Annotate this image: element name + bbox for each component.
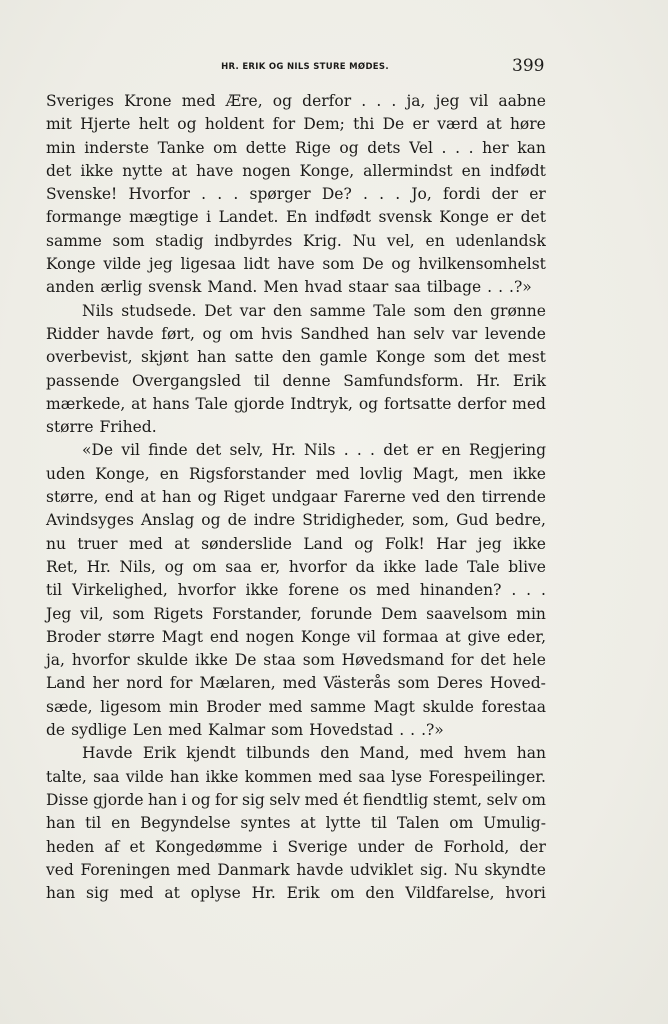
text-line: formange mægtige i Landet. En indfødt svensk Konge er det	[46, 208, 546, 227]
text-line: Jeg vil, som Rigets Forstander, forunde Dem saavelsom min	[46, 604, 546, 623]
text-line: større, end at han og Riget undgaar Farerne ved den tirrende	[46, 488, 546, 507]
text-line: Svenske! Hvorfor . . . spørger De? . . . Jo, fordi der er	[46, 185, 546, 204]
text-line: Avindsyges Anslag og de indre Stridigheder, som, Gud bedre,	[46, 511, 546, 530]
text-line: han sig med at oplyse Hr. Erik om den Vildfarelse, hvori	[46, 884, 546, 903]
text-line: anden ærlig svensk Mand. Men hvad staar saa tilbage . . .?»	[46, 278, 532, 297]
text-line: Havde Erik kjendt tilbunds den Mand, med hvem han	[82, 744, 546, 763]
text-line: min inderste Tanke om dette Rige og dets Vel . . . her kan	[46, 138, 546, 157]
text-line: Nils studsede. Det var den samme Tale som den grønne	[82, 301, 546, 320]
text-line: mit Hjerte helt og holdent for Dem; thi De er værd at høre	[46, 115, 546, 134]
text-line: samme som stadig indbyrdes Krig. Nu vel, en udenlandsk	[46, 231, 546, 250]
text-line: Ret, Hr. Nils, og om saa er, hvorfor da ikke lade Tale blive	[46, 557, 546, 576]
text-line: ved Foreningen med Danmark havde udviklet sig. Nu skyndte	[46, 860, 546, 879]
text-line: Ridder havde ført, og om hvis Sandhed han selv var levende	[46, 324, 546, 343]
text-line: talte, saa vilde han ikke kommen med saa lyse Forespeilinger.	[46, 767, 546, 786]
text-line: passende Overgangsled til denne Samfundsform. Hr. Erik	[46, 371, 546, 390]
text-line: heden af et Kongedømme i Sverige under de Forhold, der	[46, 837, 546, 856]
text-line: overbevist, skjønt han satte den gamle Konge som det mest	[46, 348, 546, 367]
text-line: han til en Begyndelse syntes at lytte til Talen om Umulig-	[46, 814, 546, 833]
running-header: HR. ERIK OG NILS STURE MØDES.	[221, 62, 389, 72]
body-text	[46, 90, 546, 905]
text-line: Land her nord for Mælaren, med Västerås som Deres Hoved-	[46, 674, 546, 693]
text-line: Sveriges Krone med Ære, og derfor . . . ja, jeg vil aabne	[46, 92, 546, 110]
page-number: 399	[512, 56, 545, 76]
text-line: til Virkelighed, hvorfor ikke forene os med hinanden? . . .	[46, 581, 546, 600]
text-line: sæde, ligesom min Broder med samme Magt skulde forestaa	[46, 697, 546, 716]
text-line: Disse gjorde han i og for sig selv med ét fiendtlig stemt, selv om	[46, 790, 546, 809]
text-line: uden Konge, en Rigsforstander med lovlig Magt, men ikke	[46, 464, 546, 483]
text-line: nu truer med at sønderslide Land og Folk! Har jeg ikke	[46, 534, 546, 553]
text-line: Konge vilde jeg ligesaa lidt have som De og hvilkensomhelst	[46, 255, 546, 274]
text-line: ja, hvorfor skulde ikke De staa som Høvedsmand for det hele	[46, 651, 546, 670]
text-line: de sydlige Len med Kalmar som Hovedstad . . .?»	[46, 721, 444, 740]
text-line: Broder større Magt end nogen Konge vil formaa at give eder,	[46, 627, 546, 646]
text-line: det ikke nytte at have nogen Konge, allermindst en indfødt	[46, 161, 546, 180]
text-line: større Frihed.	[46, 418, 157, 437]
text-line: «De vil finde det selv, Hr. Nils . . . det er en Regjering	[82, 441, 546, 460]
text-line: mærkede, at hans Tale gjorde Indtryk, og fortsatte derfor med	[46, 394, 546, 413]
